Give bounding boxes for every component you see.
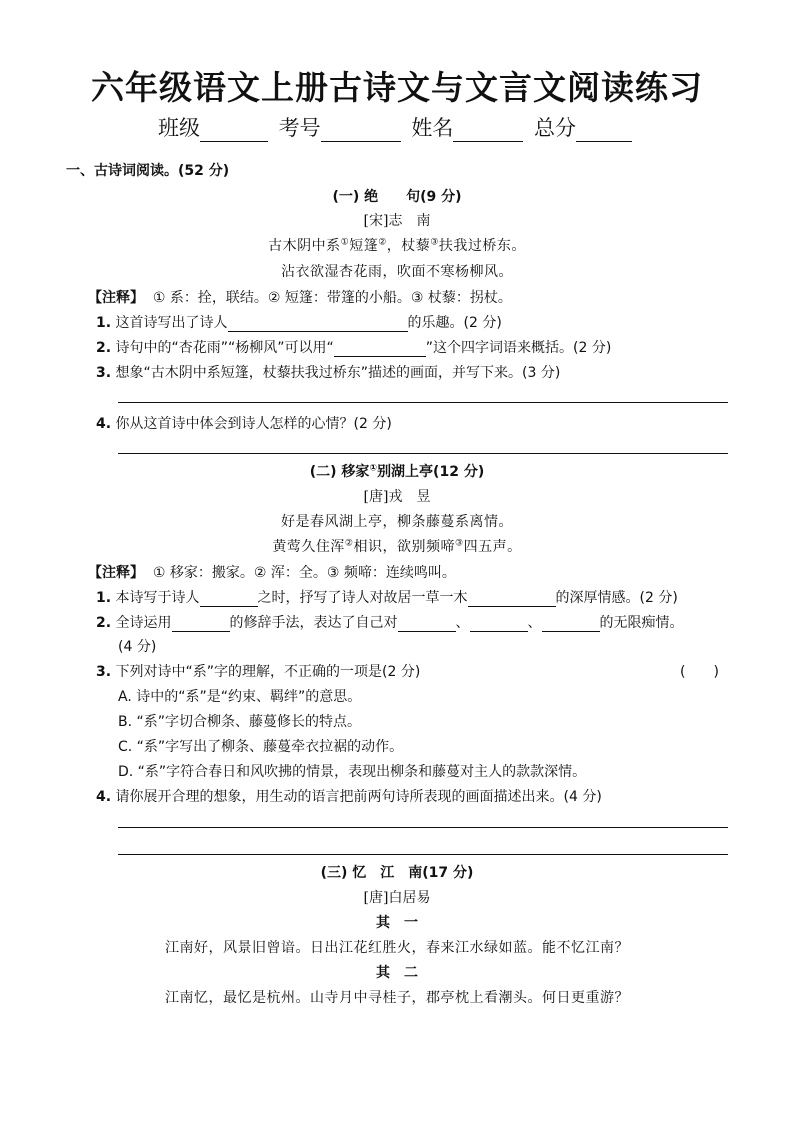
- q-number: 1.: [96, 315, 112, 331]
- poem2-heading-a: (二) 移家: [309, 464, 370, 480]
- poem1-question-2: [96, 337, 611, 357]
- answer-blank[interactable]: [228, 317, 408, 332]
- q-number: 1.: [96, 590, 112, 606]
- notes-label: 【注释】: [88, 565, 144, 581]
- poem3-subheading-1: 其 一: [376, 915, 418, 931]
- poem2-line2-text-b: 相识，欲别频啼: [353, 539, 455, 555]
- q-text: 之时，抒写了诗人对故居一草一木: [257, 590, 468, 606]
- poem2-heading: [0, 461, 794, 481]
- answer-line[interactable]: [118, 854, 728, 855]
- poem2-heading-b: 别湖上亭(12 分): [377, 464, 485, 480]
- poem2-question-2: [96, 612, 684, 632]
- poem1-line1-text-d: 扶我过桥东。: [438, 238, 526, 254]
- q-text: 你从这首诗中体会到诗人怎样的心情？(2 分): [115, 416, 392, 432]
- poem1-line1-text-a: 古木阴中系: [268, 238, 341, 254]
- poem2-line2-text-c: 四五声。: [463, 539, 522, 555]
- exam-no-field[interactable]: [321, 121, 401, 142]
- q-sep: 、: [527, 615, 542, 631]
- q-text: 的乐趣。(2 分): [407, 315, 502, 331]
- option-b[interactable]: B. “系”字切合柳条、藤蔓修长的特点。: [118, 714, 362, 730]
- poem2-notes: [88, 562, 456, 582]
- option-a[interactable]: A. 诗中的“系”是“约束、羁绊”的意思。: [118, 689, 362, 705]
- footnote-marker: ①: [340, 237, 350, 248]
- q-text: 全诗运用: [115, 615, 172, 631]
- answer-blank[interactable]: [468, 592, 556, 607]
- score-label: 总分: [534, 116, 577, 140]
- footnote-marker: ②: [344, 538, 354, 549]
- poem3-author: [唐]白居易: [363, 890, 431, 906]
- poem1-line1-text-b: 短篷: [349, 238, 379, 254]
- option-c[interactable]: C. “系”字写出了柳条、藤蔓牵衣拉裾的动作。: [118, 739, 404, 755]
- q-number: 4.: [96, 789, 112, 805]
- poem2-author: [唐]戎 昱: [363, 489, 431, 505]
- poem1-question-3: [96, 362, 560, 382]
- notes-text: ① 移家：搬家。② 浑：全。③ 频啼：连续鸣叫。: [152, 565, 456, 581]
- poem2-line2-text-a: 黄莺久住浑: [272, 539, 345, 555]
- poem2-question-4: [96, 786, 602, 806]
- answer-line[interactable]: [118, 453, 728, 454]
- poem3-text-2: 江南忆，最忆是杭州。山寺月中寻桂子，郡亭枕上看潮头。何日更重游？: [165, 990, 629, 1006]
- q-text: 请你展开合理的想象，用生动的语言把前两句诗所表现的画面描述出来。(4 分): [115, 789, 602, 805]
- option-d[interactable]: D. “系”字符合春日和风吹拂的情景，表现出柳条和藤蔓对主人的款款深情。: [118, 764, 587, 780]
- answer-line[interactable]: [118, 402, 728, 403]
- poem1-line1: [0, 235, 794, 255]
- poem1-question-4: [96, 413, 392, 433]
- q-number: 2.: [96, 615, 112, 631]
- q-text: ”这个四字词语来概括。(2 分): [425, 340, 612, 356]
- poem2-line2: [0, 536, 794, 556]
- answer-line[interactable]: [118, 827, 728, 828]
- poem1-line2: 沾衣欲湿杏花雨，吹面不寒杨柳风。: [281, 264, 513, 280]
- poem1-heading: (一) 绝 句(9 分): [332, 189, 462, 205]
- answer-bracket[interactable]: ( ): [680, 664, 719, 680]
- poem1-question-1: [96, 312, 502, 332]
- class-label: 班级: [157, 116, 200, 140]
- answer-blank[interactable]: [172, 617, 230, 632]
- answer-blank[interactable]: [200, 592, 258, 607]
- q-text: 的深厚情感。(2 分): [555, 590, 678, 606]
- q-text: 下列对诗中“系”字的理解，不正确的一项是(2 分): [115, 664, 421, 680]
- footnote-marker: ②: [378, 237, 387, 248]
- poem3-subheading-2: 其 二: [376, 965, 418, 981]
- q-number: 3.: [96, 365, 112, 381]
- student-info-row: [0, 112, 794, 142]
- notes-text: ① 系：拴，联结。② 短篷：带篷的小船。③ 杖藜：拐杖。: [152, 290, 512, 306]
- name-field[interactable]: [453, 121, 523, 142]
- class-field[interactable]: [200, 121, 268, 142]
- q-number: 3.: [96, 664, 112, 680]
- q-text: 想象“古木阴中系短篷，杖藜扶我过桥东”描述的画面，并写下来。(3 分): [115, 365, 561, 381]
- q-number: 2.: [96, 340, 112, 356]
- q-text: 的无限痴情。: [599, 615, 684, 631]
- footnote-marker: ③: [430, 237, 439, 248]
- poem2-line1: 好是春风湖上亭，柳条藤蔓系离情。: [281, 514, 513, 530]
- exam-no-label: 考号: [278, 116, 321, 140]
- answer-blank[interactable]: [470, 617, 528, 632]
- poem3-heading: (三) 忆 江 南(17 分): [320, 865, 474, 881]
- section-heading: 一、古诗词阅读。(52 分): [66, 163, 230, 179]
- page-title: 六年级语文上册古诗文与文言文阅读练习: [91, 68, 703, 107]
- poem2-question-1: [96, 587, 678, 607]
- poem3-text-1: 江南好，风景旧曾谙。日出江花红胜火，春来江水绿如蓝。能不忆江南？: [165, 940, 629, 956]
- q-number: 4.: [96, 416, 112, 432]
- notes-label: 【注释】: [88, 290, 144, 306]
- q-text: 本诗写于诗人: [115, 590, 200, 606]
- answer-blank[interactable]: [334, 342, 426, 357]
- footnote-marker: ①: [369, 463, 378, 474]
- poem2-question-3: [96, 661, 420, 681]
- name-label: 姓名: [411, 116, 454, 140]
- poem1-notes: [88, 287, 512, 307]
- poem1-line1-text-c: ，杖藜: [386, 238, 431, 254]
- q-text: 这首诗写出了诗人: [115, 315, 228, 331]
- footnote-marker: ③: [455, 538, 464, 549]
- poem1-author: [宋]志 南: [363, 213, 431, 229]
- q-text: 的修辞手法，表达了自己对: [229, 615, 398, 631]
- score-field[interactable]: [576, 121, 632, 142]
- q-sep: 、: [455, 615, 470, 631]
- q-score: (4 分): [118, 639, 157, 655]
- answer-blank[interactable]: [542, 617, 600, 632]
- q-text: 诗句中的“杏花雨”“杨柳风”可以用“: [115, 340, 334, 356]
- answer-blank[interactable]: [398, 617, 456, 632]
